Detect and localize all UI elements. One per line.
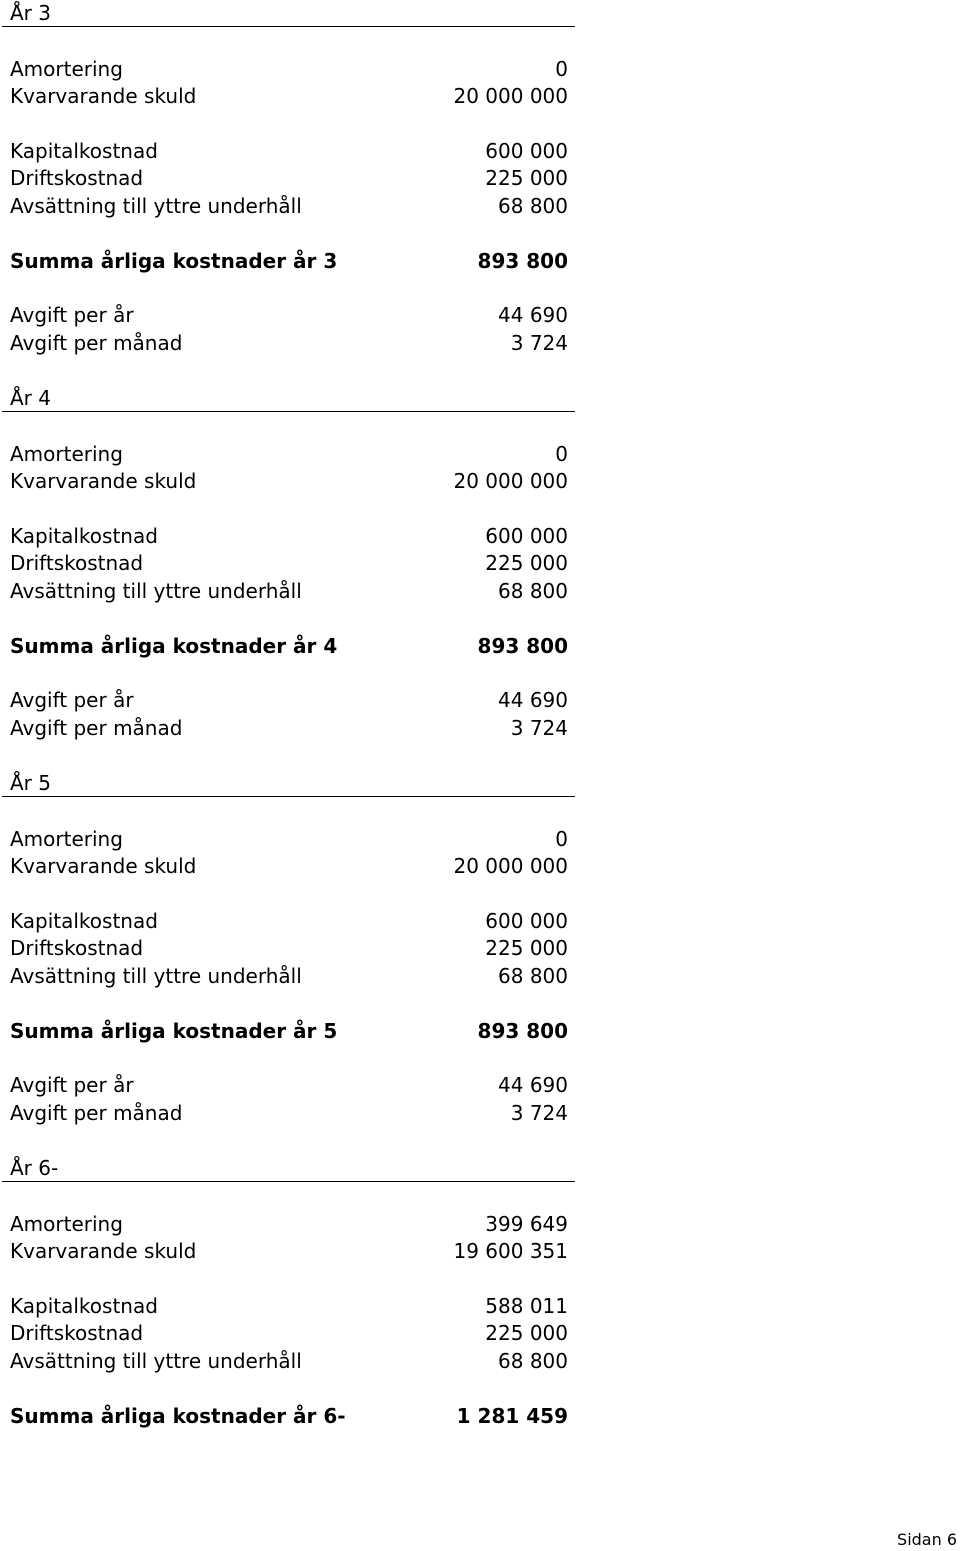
table-row — [10, 468, 568, 495]
row-value: 225 000 — [485, 166, 568, 190]
table-row — [10, 550, 568, 577]
row-value: 600 000 — [485, 524, 568, 548]
row-value: 0 — [555, 57, 568, 81]
summary-row — [10, 633, 568, 660]
row-label: Avgift per år — [10, 1073, 134, 1097]
table-row — [10, 138, 568, 165]
row-value: 68 800 — [498, 1349, 568, 1373]
table-row — [10, 302, 568, 329]
section-heading: År 6- — [2, 1155, 575, 1182]
row-value: 0 — [555, 827, 568, 851]
row-value: 225 000 — [485, 1321, 568, 1345]
row-value: 600 000 — [485, 909, 568, 933]
row-label: Driftskostnad — [10, 1321, 144, 1345]
row-label: Summa årliga kostnader år 6- — [10, 1404, 346, 1428]
section-heading: År 4 — [2, 385, 575, 412]
table-row — [10, 165, 568, 192]
table-row — [10, 330, 568, 357]
table-row — [10, 963, 568, 990]
row-label: Summa årliga kostnader år 5 — [10, 1019, 338, 1043]
row-label: Kvarvarande skuld — [10, 469, 197, 493]
row-label: Summa årliga kostnader år 3 — [10, 249, 338, 273]
table-row — [10, 56, 568, 83]
row-value: 44 690 — [498, 1073, 568, 1097]
row-value: 3 724 — [510, 331, 568, 355]
table-row — [10, 1320, 568, 1347]
row-value: 68 800 — [498, 964, 568, 988]
table-row — [10, 193, 568, 220]
table-row — [10, 523, 568, 550]
table-row — [10, 908, 568, 935]
row-label: Avsättning till yttre underhåll — [10, 1349, 302, 1373]
row-value: 68 800 — [498, 194, 568, 218]
row-value: 399 649 — [485, 1212, 568, 1236]
row-label: Avgift per månad — [10, 716, 183, 740]
row-value: 68 800 — [498, 579, 568, 603]
summary-row — [10, 248, 568, 275]
row-value: 20 000 000 — [453, 84, 568, 108]
row-label: Amortering — [10, 1212, 123, 1236]
row-value: 20 000 000 — [453, 854, 568, 878]
table-row — [10, 1293, 568, 1320]
row-label: Amortering — [10, 442, 123, 466]
row-value: 19 600 351 — [453, 1239, 568, 1263]
row-value: 225 000 — [485, 551, 568, 575]
row-label: Kapitalkostnad — [10, 139, 158, 163]
row-label: Driftskostnad — [10, 166, 144, 190]
row-value: 893 800 — [477, 1019, 568, 1043]
table-row — [10, 935, 568, 962]
section-heading: År 5 — [2, 770, 575, 797]
table-row — [10, 1100, 568, 1127]
row-value: 3 724 — [510, 716, 568, 740]
table-row — [10, 1072, 568, 1099]
table-row — [10, 83, 568, 110]
table-row — [10, 715, 568, 742]
row-label: Kvarvarande skuld — [10, 1239, 197, 1263]
row-value: 1 281 459 — [456, 1404, 568, 1428]
row-label: Avsättning till yttre underhåll — [10, 194, 302, 218]
row-label: Driftskostnad — [10, 551, 144, 575]
row-label: Kapitalkostnad — [10, 524, 158, 548]
row-label: Kvarvarande skuld — [10, 854, 197, 878]
row-label: Avgift per år — [10, 688, 134, 712]
row-value: 893 800 — [477, 249, 568, 273]
section-heading: År 3 — [2, 0, 575, 27]
row-label: Amortering — [10, 827, 123, 851]
row-label: Kapitalkostnad — [10, 1294, 158, 1318]
table-row — [10, 853, 568, 880]
row-value: 225 000 — [485, 936, 568, 960]
row-value: 0 — [555, 442, 568, 466]
row-value: 44 690 — [498, 303, 568, 327]
row-value: 3 724 — [510, 1101, 568, 1125]
row-value: 44 690 — [498, 688, 568, 712]
row-label: Summa årliga kostnader år 4 — [10, 634, 338, 658]
row-label: Avgift per månad — [10, 331, 183, 355]
row-label: Avgift per månad — [10, 1101, 183, 1125]
page-number: Sidan 6 — [897, 1530, 957, 1549]
table-row — [10, 1238, 568, 1265]
row-label: Kvarvarande skuld — [10, 84, 197, 108]
row-value: 600 000 — [485, 139, 568, 163]
table-row — [10, 687, 568, 714]
table-row — [10, 826, 568, 853]
row-label: Kapitalkostnad — [10, 909, 158, 933]
summary-row — [10, 1403, 568, 1430]
summary-row — [10, 1018, 568, 1045]
row-value: 893 800 — [477, 634, 568, 658]
row-label: Avgift per år — [10, 303, 134, 327]
row-value: 20 000 000 — [453, 469, 568, 493]
table-row — [10, 578, 568, 605]
row-label: Driftskostnad — [10, 936, 144, 960]
table-row — [10, 1348, 568, 1375]
row-value: 588 011 — [485, 1294, 568, 1318]
table-row — [10, 441, 568, 468]
table-row — [10, 1211, 568, 1238]
row-label: Avsättning till yttre underhåll — [10, 579, 302, 603]
row-label: Amortering — [10, 57, 123, 81]
row-label: Avsättning till yttre underhåll — [10, 964, 302, 988]
